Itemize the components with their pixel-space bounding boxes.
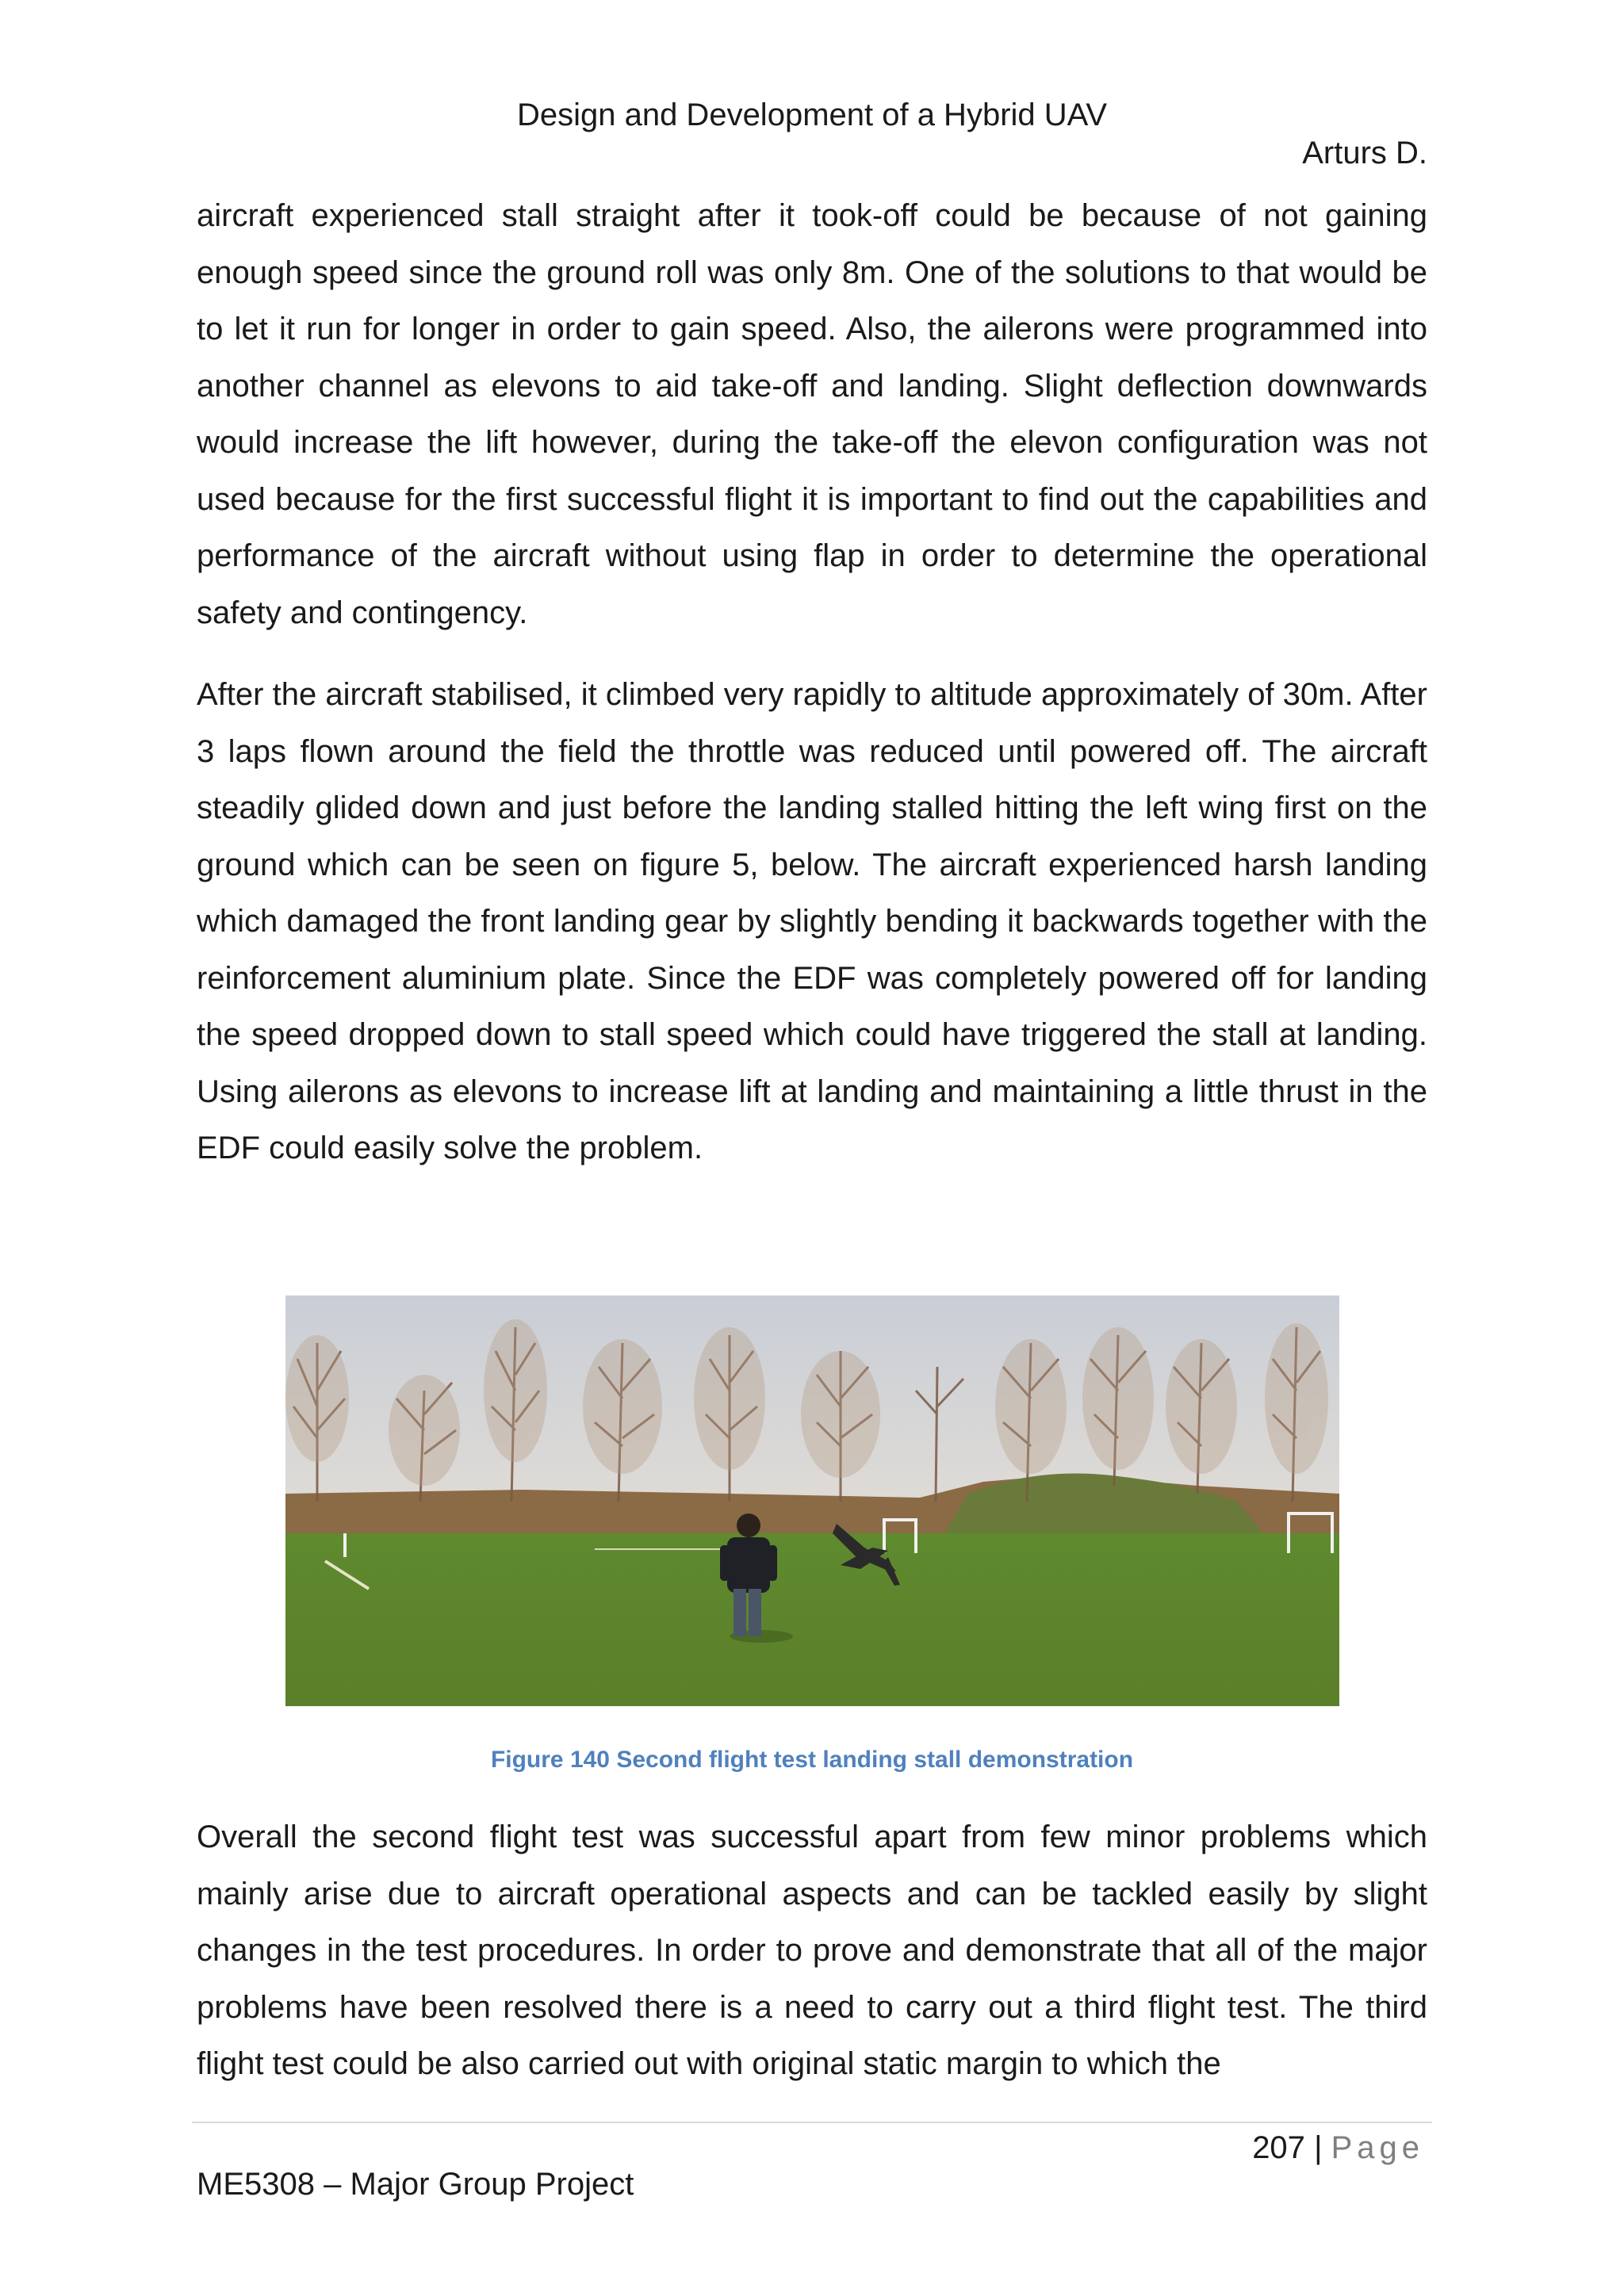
page-number-value: 207: [1252, 2130, 1305, 2165]
body-paragraph: Overall the second flight test was successful apart from few minor problems which mainly arise due to aircraft operational aspects and can be tackled easily by slight changes in the test procedures. In order to prove and demonstrate that all of the major problems have been resolved there is a need to carry out a third flight test. The third flight test could be also carried out with original static margin to which the: [197, 1820, 1427, 2081]
page-label: Page: [1331, 2130, 1424, 2165]
body-paragraph: aircraft experienced stall straight after it took-off could be because of not gaining enough speed since the ground roll was only 8m. One of the solutions to that would be to let it run for longer in order to gain speed. Also, the ailerons were programmed into another channel as elevons to aid take-off and landing. Slight deflection downwards would increase the lift however, during the take-off the elevon configuration was not used because for the first successful flight it is important to find out the capabilities and performance of the aircraft without using flap in order to determine the operational safety and contingency.: [197, 198, 1427, 630]
body-paragraph: After the aircraft stabilised, it climbed very rapidly to altitude approximately of 30m. After 3 laps flown around the field the throttle was reduced until powered off. The aircraft steadily glided down and just before the landing stalled hitting the left wing first on the ground which can be seen on figure 5, below. The aircraft experienced harsh landing which damaged the front landing gear by slightly bending it backwards together with the reinforcement aluminium plate. Since the EDF was completely powered off for landing the speed dropped down to stall speed which could have triggered the stall at landing. Using ailerons as elevons to increase lift at landing and maintaining a little thrust in the EDF could easily solve the problem.: [197, 677, 1427, 1165]
page-number-separator: |: [1314, 2130, 1323, 2165]
figure-caption: Figure 140 Second flight test landing stall demonstration: [490, 1747, 1134, 1773]
flight-test-photo: [285, 1295, 1339, 1706]
footer-project-title: ME5308 – Major Group Project: [197, 2167, 634, 2202]
header-author: Arturs D.: [1302, 136, 1427, 170]
header-title: Design and Development of a Hybrid UAV: [516, 98, 1108, 132]
page-number: [1252, 2126, 1424, 2169]
footer-divider: [192, 2122, 1432, 2123]
